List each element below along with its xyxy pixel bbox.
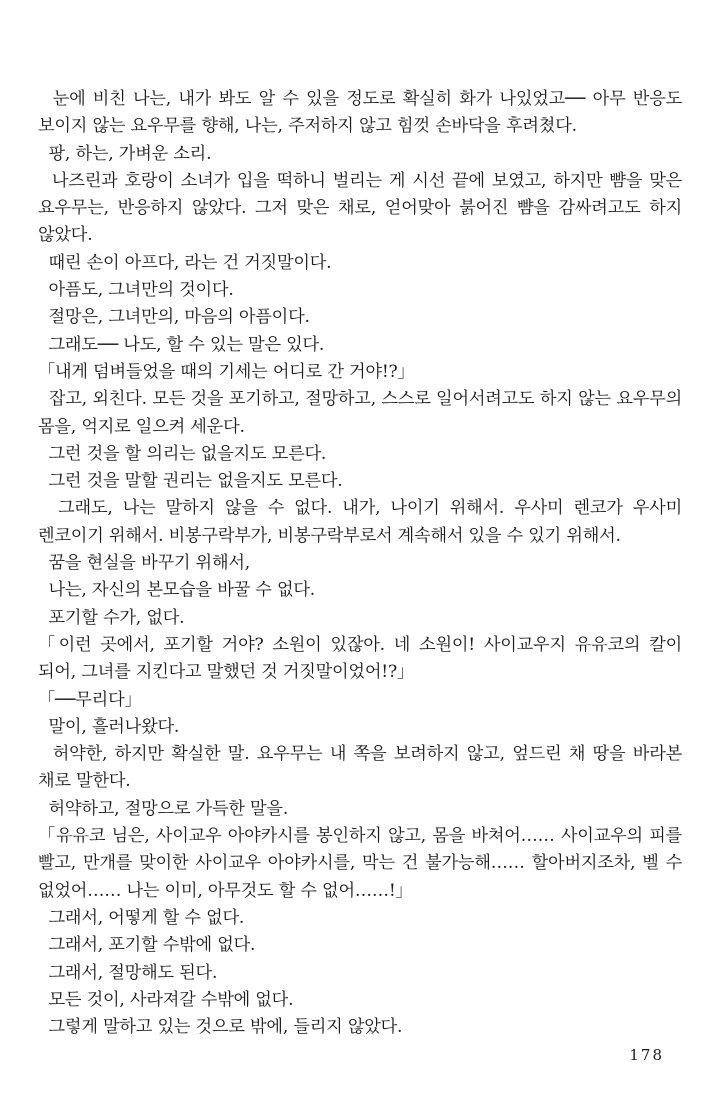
paragraph: 팡, 하는, 가벼운 소리. (38, 143, 212, 164)
paragraph: 나는, 자신의 본모습을 바꿀 수 없다. (38, 580, 316, 601)
paragraph: 「이런 곳에서, 포기할 거야? 소원이 있잖아. 네 소원이! 사이교우지 유유코의 칼이 되어, 그녀를 지킨다고 말했던 것 거짓말이었어!?」 (38, 634, 688, 683)
paragraph: 포기할 수가, 없다. (38, 607, 185, 628)
paragraph: 그래서, 어떻게 할 수 없다. (38, 907, 245, 928)
paragraph: 허약한, 하지만 확실한 말. 요우무는 내 쪽을 보려하지 않고, 엎드린 채 땅을 바라본 채로 말한다. (38, 744, 688, 792)
paragraph: 아픔도, 그녀만의 것이다. (38, 280, 234, 301)
paragraph: 그런 것을 말할 권리는 없을지도 모른다. (38, 471, 343, 492)
paragraph: 때린 손이 아프다, 라는 건 거짓말이다. (38, 252, 332, 273)
paragraph: 그래도── 나도, 할 수 있는 말은 있다. (38, 334, 325, 355)
paragraph: 「──무리다」 (38, 689, 142, 710)
paragraph: 눈에 비친 나는, 내가 봐도 알 수 있을 정도로 확실히 화가 나있었고── 아무 반응도 보이지 않는 요우무를 향해, 나는, 주저하지 않고 힘껏 손바닥을 후려쳤다. (38, 89, 688, 137)
paragraph: 그런 것을 할 의리는 없을지도 모른다. (38, 443, 327, 464)
paragraph: 나즈린과 호랑이 소녀가 입을 떡하니 벌리는 게 시선 끝에 보였고, 하지만 뺨을 맞은 요우무는, 반응하지 않았다. 그저 맞은 채로, 얻어맞아 붉어진 뺨을 감싸려고도 하지 않았다. (38, 170, 688, 246)
paragraph: 절망은, 그녀만의, 마음의 아픔이다. (38, 307, 310, 328)
paragraph: 모든 것이, 사라져갈 수밖에 없다. (38, 989, 294, 1010)
paragraph: 그래서, 절망해도 된다. (38, 962, 218, 983)
page-body (38, 86, 688, 1041)
paragraph: 「내게 덤벼들었을 때의 기세는 어디로 간 거야!?」 (38, 361, 415, 382)
paragraph: 꿈을 현실을 바꾸기 위해서, (38, 553, 251, 574)
paragraph: 말이, 흘러나왔다. (38, 716, 180, 737)
paragraph: 그렇게 말하고 있는 것으로 밖에, 들리지 않았다. (38, 1017, 403, 1038)
page-number: 178 (629, 1046, 664, 1064)
paragraph: 그래서, 포기할 수밖에 없다. (38, 935, 256, 956)
paragraph: 허약하고, 절망으로 가득한 말을. (38, 798, 289, 819)
paragraph: 「유유코 님은, 사이교우 아야카시를 봉인하지 않고, 몸을 바쳐어…… 사이교우의 피를 빨고, 만개를 맞이한 사이교우 아야카시를, 막는 건 불가능해…… 할아버지조차, 벨 수 없었어…… 나는 이미, 아무것도 할 수 없어……!」 (38, 826, 688, 901)
paragraph: 그래도, 나는 말하지 않을 수 없다. 내가, 나이기 위해서. 우사미 렌코가 우사미 렌코이기 위해서. 비봉구락부가, 비봉구락부로서 계속해서 있을 수 있기 위해서. (38, 498, 688, 546)
paragraph: 잡고, 외친다. 모든 것을 포기하고, 절망하고, 스스로 일어서려고도 하지 않는 요우무의 몸을, 억지로 일으켜 세운다. (38, 389, 688, 437)
